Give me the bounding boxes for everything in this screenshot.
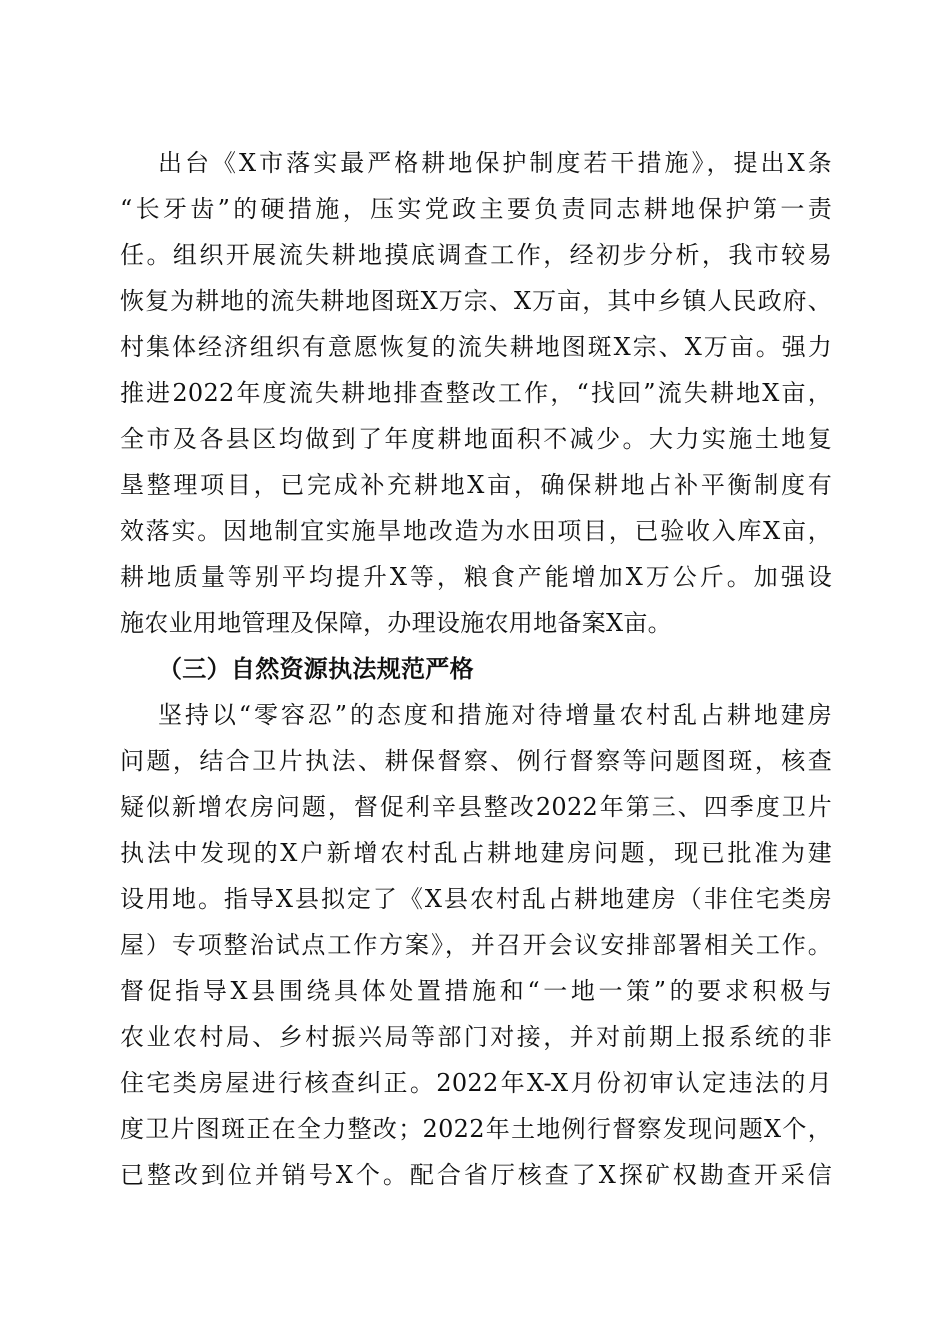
paragraph-line: 村集体经济组织有意愿恢复的流失耕地图斑X宗、X万亩。强力 [120,333,832,361]
paragraph-line: 设用地。指导X县拟定了《X县农村乱占耕地建房（非住宅类房 [120,885,832,913]
paragraph-last-line: 施农业用地管理及保障，办理设施农用地备案X亩。 [120,609,672,637]
paragraph-line: 疑似新增农房问题，督促利辛县整改2022年第三、四季度卫片 [120,793,832,821]
paragraph-line: “长牙齿”的硬措施，压实党政主要负责同志耕地保护第一责 [120,195,832,223]
section-heading: （三）自然资源执法规范严格 [158,655,474,683]
paragraph-line: 农业农村局、乡村振兴局等部门对接，并对前期上报系统的非 [120,1023,832,1051]
paragraph-line: 执法中发现的X户新增农村乱占耕地建房问题，现已批准为建 [120,839,832,867]
paragraph-line: 推进2022年度流失耕地排查整改工作，“找回”流失耕地X亩， [120,379,832,407]
paragraph-first-line: 出台《X市落实最严格耕地保护制度若干措施》，提出X条 [158,149,832,177]
paragraph-line: 督促指导X县围绕具体处置措施和“一地一策”的要求积极与 [120,977,832,1005]
paragraph-line: 全市及各县区均做到了年度耕地面积不减少。大力实施土地复 [120,425,832,453]
paragraph-line: 耕地质量等别平均提升X等，粮食产能增加X万公斤。加强设 [120,563,832,591]
paragraph-line: 任。组织开展流失耕地摸底调查工作，经初步分析，我市较易 [120,241,832,269]
paragraph-line: 恢复为耕地的流失耕地图斑X万宗、X万亩，其中乡镇人民政府、 [120,287,832,315]
paragraph-line: 垦整理项目，已完成补充耕地X亩，确保耕地占补平衡制度有 [120,471,832,499]
paragraph-line: 住宅类房屋进行核查纠正。2022年X-X月份初审认定违法的月 [120,1069,832,1097]
paragraph-line: 屋）专项整治试点工作方案》，并召开会议安排部署相关工作。 [120,931,832,959]
paragraph-line: 度卫片图斑正在全力整改；2022年土地例行督察发现问题X个， [120,1115,832,1143]
paragraph-line: 已整改到位并销号X个。配合省厅核查了X探矿权勘查开采信 [120,1161,832,1189]
paragraph-line: 效落实。因地制宜实施旱地改造为水田项目，已验收入库X亩， [120,517,832,545]
paragraph-first-line: 坚持以“零容忍”的态度和措施对待增量农村乱占耕地建房 [158,701,832,729]
paragraph-line: 问题，结合卫片执法、耕保督察、例行督察等问题图斑，核查 [120,747,832,775]
